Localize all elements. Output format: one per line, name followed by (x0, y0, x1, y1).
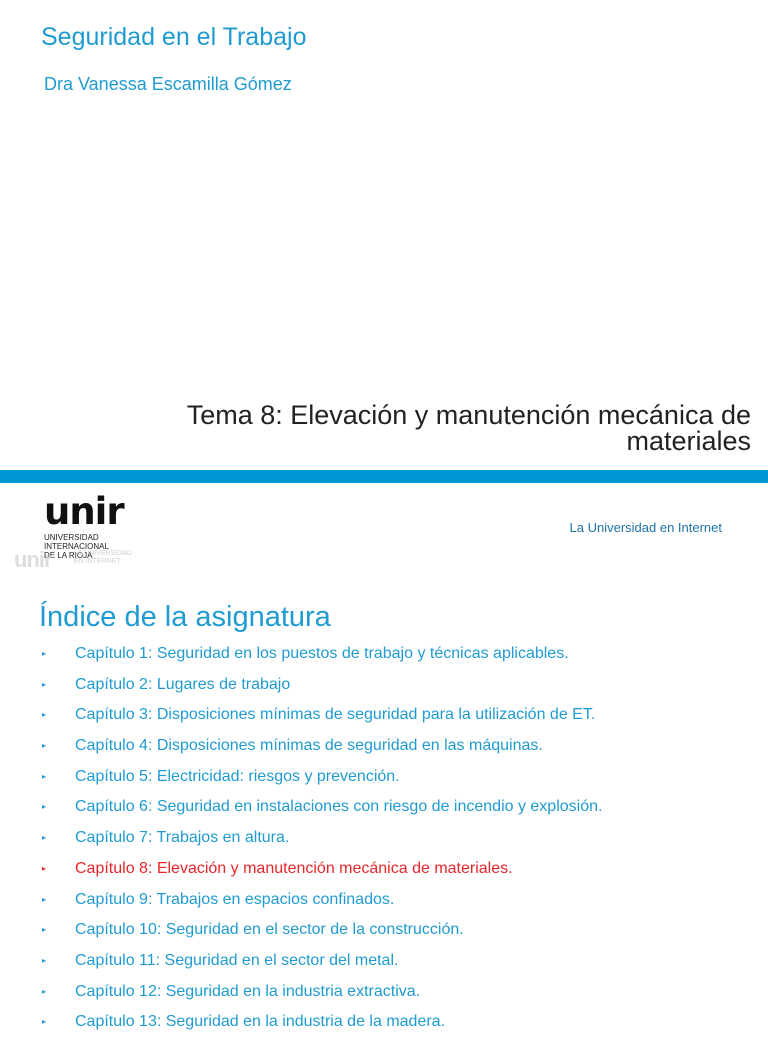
course-title: Seguridad en el Trabajo (41, 23, 307, 51)
logo-line: INTERNACIONAL (44, 542, 109, 551)
chapter-label: Capítulo 1: Seguridad en los puestos de trabajo y técnicas aplicables. (75, 645, 569, 662)
bullet-arrow-icon: ▸ (42, 863, 47, 873)
chapter-label: Capítulo 13: Seguridad en la industria de la madera. (75, 1013, 446, 1031)
bullet-arrow-icon: ▸ (42, 649, 47, 658)
slide-divider (0, 470, 768, 483)
chapter-label: Capítulo 3: Disposiciones mínimas de seguridad para la utilización de ET. (75, 706, 596, 724)
topic-title: Tema 8: Elevación y manutención mecánica de materiales (186, 400, 751, 456)
chapter-label: Capítulo 2: Lugares de trabajo (75, 675, 291, 693)
watermark-subtitle (74, 550, 132, 566)
bullet-arrow-icon: ▸ (42, 1017, 47, 1027)
index-title: Índice de la asignatura (39, 601, 331, 633)
tagline: La Universidad en Internet (569, 520, 722, 535)
bullet-arrow-icon: ▸ (42, 679, 47, 689)
chapter-label: Capítulo 5: Electricidad: riesgos y prevención. (75, 767, 400, 785)
chapter-label: Capítulo 6: Seguridad en instalaciones con riesgo de incendio y explosión. (75, 798, 603, 816)
bullet-arrow-icon: ▸ (42, 710, 47, 720)
bullet-arrow-icon: ▸ (42, 802, 47, 812)
author-name: Dra Vanessa Escamilla Gómez (44, 74, 292, 94)
chapter-label: Capítulo 12: Seguridad en la industria extractiva. (75, 982, 421, 1000)
chapter-label: Capítulo 7: Trabajos en altura. (75, 829, 290, 847)
bullet-arrow-icon: ▸ (42, 741, 47, 751)
logo-wordmark: unir (44, 490, 124, 533)
bullet-arrow-icon: ▸ (42, 771, 47, 781)
chapter-label: Capítulo 11: Seguridad en el sector del metal. (75, 951, 399, 969)
bullet-arrow-icon: ▸ (42, 894, 47, 904)
chapter-label: Capítulo 8: Elevación y manutención mecánica de materiales. (75, 859, 513, 877)
chapter-label: Capítulo 10: Seguridad en el sector de la construcción. (75, 921, 464, 939)
chapter-label: Capítulo 9: Trabajos en espacios confinados. (75, 890, 395, 908)
bullet-arrow-icon: ▸ (42, 986, 47, 996)
watermark-wordmark: unir (14, 547, 52, 572)
watermark-line: EN INTERNET (74, 558, 121, 565)
logo-line: DE LA RIOJA (44, 551, 93, 560)
logo-line: UNIVERSIDAD (44, 533, 99, 542)
title-slide (0, 0, 768, 470)
chapter-label: Capítulo 4: Disposiciones mínimas de seguridad en las máquinas. (75, 737, 543, 755)
watermark-line: LA UNIVERSIDAD (74, 550, 132, 557)
bullet-arrow-icon: ▸ (42, 925, 47, 935)
bullet-arrow-icon: ▸ (42, 833, 47, 843)
bullet-arrow-icon: ▸ (42, 955, 47, 965)
